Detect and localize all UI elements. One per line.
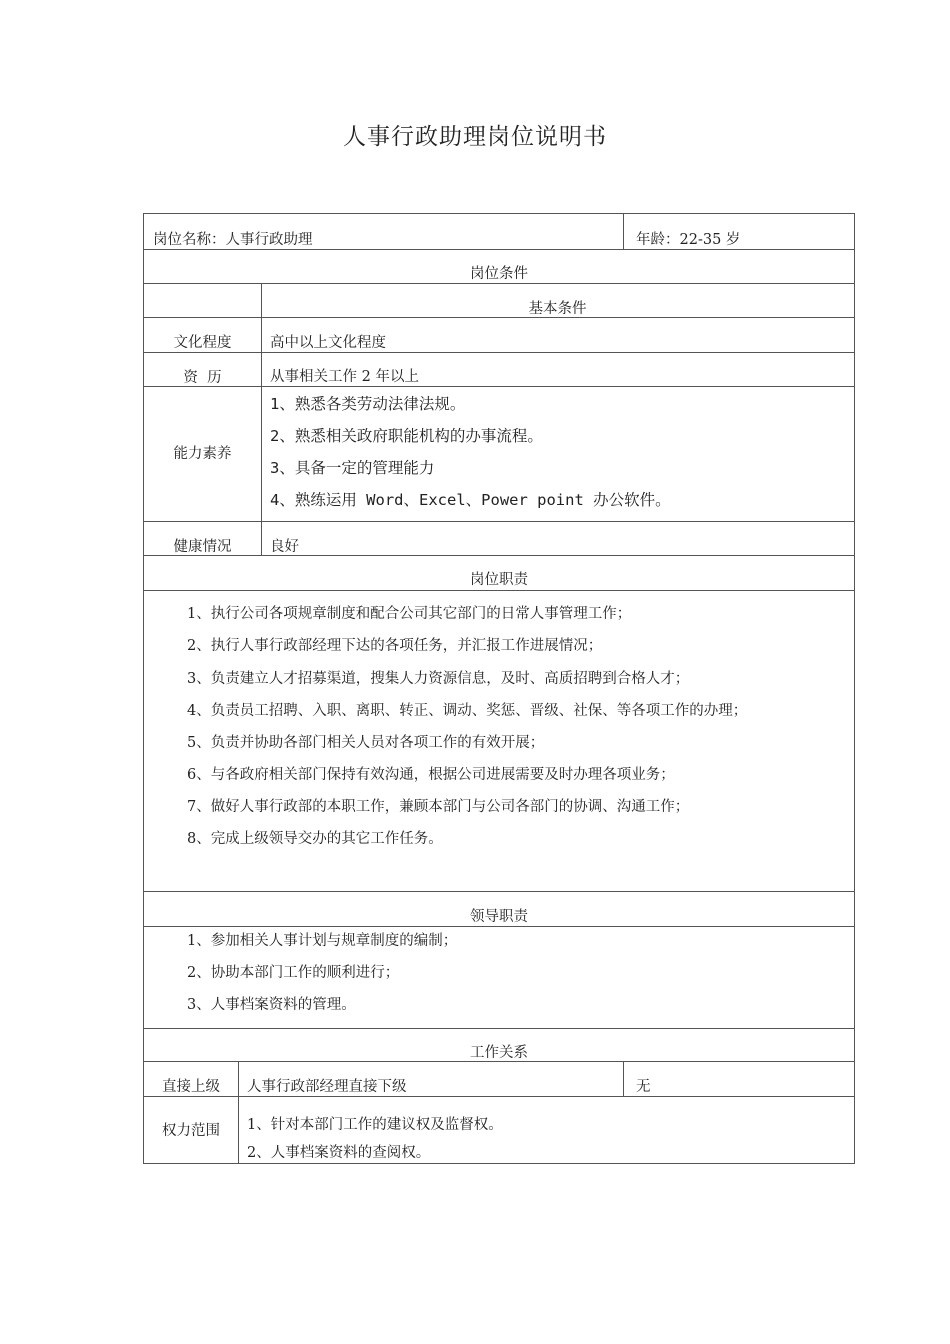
duty-item: 1、执行公司各项规章制度和配合公司其它部门的日常人事管理工作； (187, 606, 632, 622)
ability-item: 3、具备一定的管理能力 (270, 459, 435, 477)
ability-item: 2、熟悉相关政府职能机构的办事流程。 (270, 427, 543, 445)
duty-item: 5、负责并协助各部门相关人员对各项工作的有效开展； (187, 735, 545, 751)
job-description-table (143, 213, 855, 1164)
leadership-item: 1、参加相关人事计划与规章制度的编制； (187, 933, 458, 949)
authority-item: 2、人事档案资料的查阅权。 (247, 1145, 431, 1161)
leadership-item: 2、协助本部门工作的顺利进行； (187, 965, 400, 981)
document-title: 人事行政助理岗位说明书 (343, 124, 607, 150)
section-leadership: 领导职责 (470, 909, 528, 925)
section-relations: 工作关系 (470, 1045, 528, 1061)
ability-item: 4、熟练运用 Word、Excel、Power point 办公软件。 (270, 491, 671, 509)
superior-label: 直接上级 (162, 1079, 220, 1095)
age-requirement: 年龄：22-35 岁 (636, 232, 741, 248)
health-value: 良好 (270, 539, 299, 555)
duty-item: 6、与各政府相关部门保持有效沟通，根据公司进展需要及时办理各项业务； (187, 767, 675, 783)
duty-item: 2、执行人事行政部经理下达的各项任务，并汇报工作进展情况； (187, 638, 603, 654)
subordinate-value: 无 (636, 1079, 651, 1095)
duty-item: 7、做好人事行政部的本职工作，兼顾本部门与公司各部门的协调、沟通工作； (187, 799, 690, 815)
ability-label: 能力素养 (173, 446, 232, 462)
position-name: 岗位名称：人事行政助理 (153, 232, 313, 248)
section-basic-conditions: 基本条件 (528, 301, 587, 317)
section-duties: 岗位职责 (470, 572, 528, 588)
superior-value: 人事行政部经理直接下级 (247, 1079, 407, 1095)
education-value: 高中以上文化程度 (270, 335, 386, 351)
duty-item: 8、完成上级领导交办的其它工作任务。 (187, 831, 443, 847)
authority-label: 权力范围 (162, 1123, 220, 1139)
experience-label: 资 历 (183, 370, 222, 386)
experience-value: 从事相关工作 2 年以上 (270, 369, 419, 385)
ability-item: 1、熟悉各类劳动法律法规。 (270, 395, 466, 413)
section-conditions: 岗位条件 (470, 266, 528, 282)
health-label: 健康情况 (173, 539, 232, 555)
education-label: 文化程度 (173, 335, 232, 351)
leadership-item: 3、人事档案资料的管理。 (187, 997, 356, 1013)
duty-item: 3、负责建立人才招募渠道，搜集人力资源信息，及时、高质招聘到合格人才； (187, 671, 690, 687)
duty-item: 4、负责员工招聘、入职、离职、转正、调动、奖惩、晋级、社保、等各项工作的办理； (187, 703, 748, 719)
authority-item: 1、针对本部门工作的建议权及监督权。 (247, 1117, 503, 1133)
